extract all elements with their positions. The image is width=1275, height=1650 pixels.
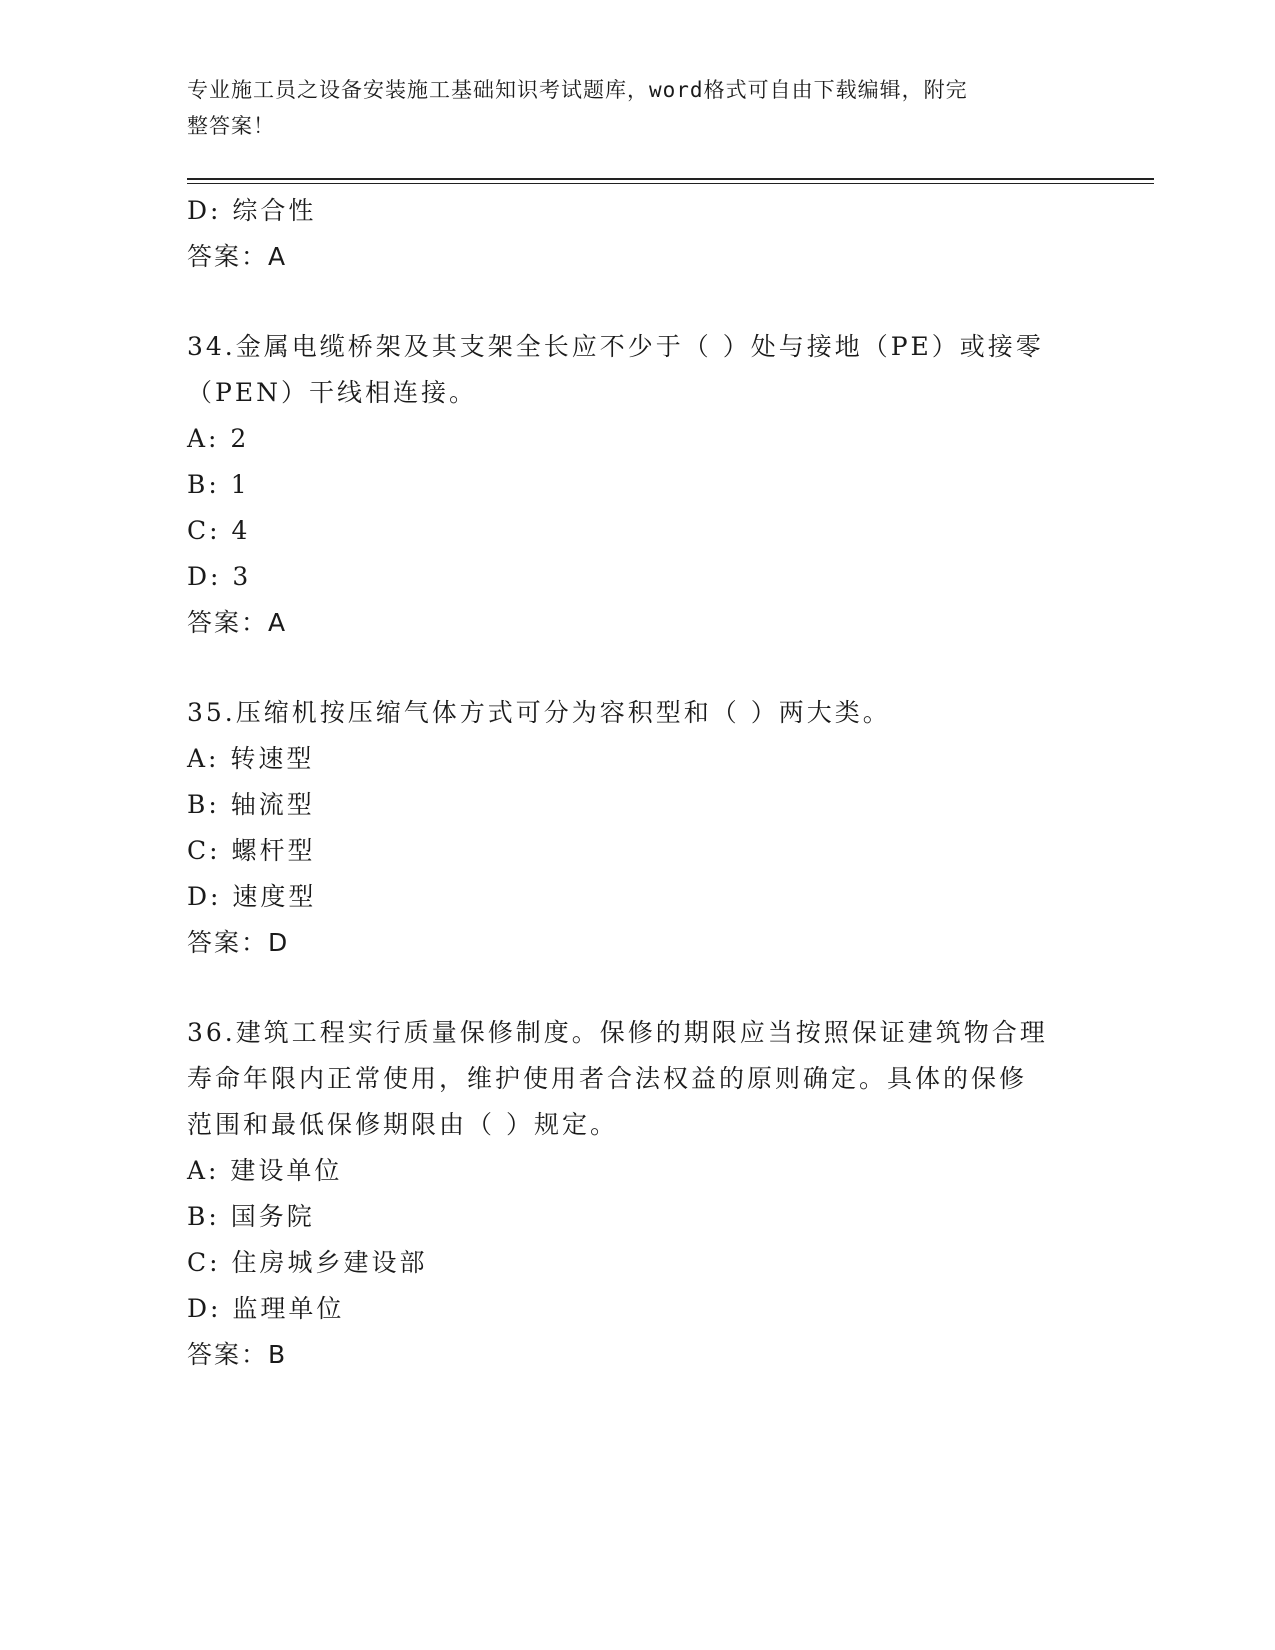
option-b: B: 轴流型	[187, 790, 315, 819]
option-a: A: 建设单位	[187, 1156, 343, 1185]
option-d: D: 监理单位	[187, 1294, 345, 1323]
option-d: D: 3	[187, 562, 252, 591]
question-text-line: 36.建筑工程实行质量保修制度。保修的期限应当按照保证建筑物合理	[187, 1018, 1048, 1047]
question-text-line: 34.金属电缆桥架及其支架全长应不少于（ ）处与接地（PE）或接零	[187, 332, 1044, 361]
question-text-line: （PEN）干线相连接。	[187, 378, 477, 407]
option-d: D: 速度型	[187, 882, 317, 911]
header-divider-thin	[187, 183, 1154, 184]
header-divider-thick	[187, 178, 1154, 180]
document-header	[187, 72, 1087, 144]
question-34	[187, 324, 1087, 646]
option-c: C: 住房城乡建设部	[187, 1248, 428, 1277]
question-35	[187, 690, 1087, 966]
question-36	[187, 1010, 1087, 1378]
answer: 答案：D	[187, 928, 290, 957]
question-text-line: 35.压缩机按压缩气体方式可分为容积型和（ ）两大类。	[187, 698, 891, 727]
question-content	[187, 188, 1087, 1378]
option-c: C: 4	[187, 516, 251, 545]
option-c: C: 螺杆型	[187, 836, 316, 865]
header-line-2: 整答案！	[187, 114, 275, 138]
option-a: A: 2	[187, 424, 250, 453]
question-text-line: 范围和最低保修期限由（ ）规定。	[187, 1110, 618, 1139]
option-b: B: 国务院	[187, 1202, 315, 1231]
answer: 答案：A	[187, 242, 288, 271]
option-a: A: 转速型	[187, 744, 315, 773]
option-b: B: 1	[187, 470, 250, 499]
option-d: D: 综合性	[187, 196, 317, 225]
answer: 答案：A	[187, 608, 288, 637]
answer: 答案：B	[187, 1340, 288, 1369]
header-line-1: 专业施工员之设备安装施工基础知识考试题库，word格式可自由下载编辑，附完	[187, 78, 968, 102]
previous-question-tail	[187, 188, 1087, 280]
question-text-line: 寿命年限内正常使用，维护使用者合法权益的原则确定。具体的保修	[187, 1064, 1028, 1093]
